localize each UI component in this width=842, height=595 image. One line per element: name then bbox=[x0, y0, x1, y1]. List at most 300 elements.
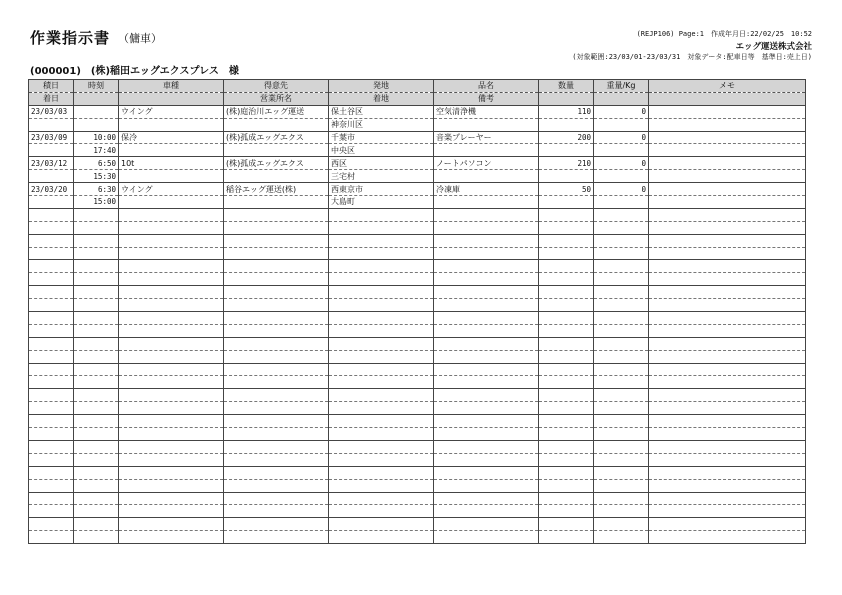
table-cell bbox=[434, 234, 539, 247]
table-cell bbox=[224, 505, 329, 518]
table-cell bbox=[539, 286, 594, 299]
table-cell bbox=[434, 208, 539, 221]
col-header: 備考 bbox=[434, 92, 539, 105]
col-header bbox=[74, 92, 119, 105]
table-cell bbox=[649, 479, 806, 492]
table-cell bbox=[434, 324, 539, 337]
table-cell bbox=[329, 299, 434, 312]
table-cell bbox=[434, 402, 539, 415]
table-cell bbox=[119, 479, 224, 492]
table-cell: 23/03/09 bbox=[29, 131, 74, 144]
table-cell bbox=[29, 312, 74, 325]
table-cell bbox=[74, 415, 119, 428]
table-cell bbox=[594, 312, 649, 325]
empty-row bbox=[29, 299, 806, 312]
header-row-1 bbox=[29, 80, 806, 93]
table-cell bbox=[119, 428, 224, 441]
table-cell bbox=[119, 492, 224, 505]
table-cell bbox=[119, 273, 224, 286]
table-cell: (株)孤成エッグエクス bbox=[224, 157, 329, 170]
table-cell bbox=[539, 428, 594, 441]
table-cell bbox=[434, 273, 539, 286]
empty-row bbox=[29, 376, 806, 389]
table-cell bbox=[539, 221, 594, 234]
table-cell bbox=[649, 105, 806, 118]
table-cell bbox=[434, 376, 539, 389]
table-cell bbox=[224, 144, 329, 157]
table-cell bbox=[329, 286, 434, 299]
table-cell bbox=[649, 118, 806, 131]
table-cell bbox=[649, 273, 806, 286]
table-cell bbox=[224, 312, 329, 325]
table-cell: 保土谷区 bbox=[329, 105, 434, 118]
table-cell bbox=[224, 415, 329, 428]
table-cell: 210 bbox=[539, 157, 594, 170]
table-cell bbox=[119, 531, 224, 544]
table-cell bbox=[224, 170, 329, 183]
table-cell bbox=[594, 402, 649, 415]
table-cell bbox=[329, 389, 434, 402]
table-cell bbox=[29, 479, 74, 492]
table-cell bbox=[434, 415, 539, 428]
table-cell bbox=[329, 221, 434, 234]
table-cell bbox=[434, 479, 539, 492]
table-cell bbox=[539, 518, 594, 531]
table-cell: 中央区 bbox=[329, 144, 434, 157]
col-header: 営業所名 bbox=[224, 92, 329, 105]
col-header: 着日 bbox=[29, 92, 74, 105]
col-header: 着地 bbox=[329, 92, 434, 105]
table-cell bbox=[649, 402, 806, 415]
table-cell bbox=[29, 260, 74, 273]
table-cell: 千葉市 bbox=[329, 131, 434, 144]
table-cell: 神奈川区 bbox=[329, 118, 434, 131]
empty-row bbox=[29, 428, 806, 441]
table-cell bbox=[74, 221, 119, 234]
table-cell bbox=[594, 531, 649, 544]
empty-row bbox=[29, 260, 806, 273]
table-cell bbox=[29, 466, 74, 479]
table-cell bbox=[74, 518, 119, 531]
table-cell bbox=[329, 337, 434, 350]
table-cell bbox=[74, 363, 119, 376]
table-cell bbox=[539, 144, 594, 157]
table-cell bbox=[649, 531, 806, 544]
table-cell bbox=[594, 363, 649, 376]
table-cell bbox=[539, 247, 594, 260]
col-header: 積日 bbox=[29, 80, 74, 93]
table-cell bbox=[539, 389, 594, 402]
table-cell: 西東京市 bbox=[329, 183, 434, 196]
table-cell bbox=[224, 286, 329, 299]
table-cell bbox=[329, 234, 434, 247]
col-header: 車種 bbox=[119, 80, 224, 93]
table-cell bbox=[649, 337, 806, 350]
record-row bbox=[29, 196, 806, 209]
table-cell bbox=[649, 312, 806, 325]
table-cell bbox=[594, 518, 649, 531]
table-cell bbox=[649, 183, 806, 196]
col-header: 重量/Kg bbox=[594, 80, 649, 93]
table-cell bbox=[539, 208, 594, 221]
table-cell bbox=[119, 337, 224, 350]
table-cell bbox=[74, 260, 119, 273]
document-title: 作業指示書 bbox=[30, 29, 111, 47]
table-cell: ウイング bbox=[119, 183, 224, 196]
table-cell bbox=[74, 428, 119, 441]
empty-row bbox=[29, 389, 806, 402]
table-cell bbox=[119, 350, 224, 363]
table-cell bbox=[649, 350, 806, 363]
table-cell bbox=[594, 144, 649, 157]
table-cell bbox=[329, 208, 434, 221]
table-cell bbox=[224, 324, 329, 337]
table-cell bbox=[119, 208, 224, 221]
table-cell bbox=[119, 234, 224, 247]
table-cell bbox=[119, 221, 224, 234]
table-cell bbox=[594, 260, 649, 273]
table-cell bbox=[224, 118, 329, 131]
table-cell bbox=[594, 337, 649, 350]
table-cell bbox=[649, 415, 806, 428]
table-cell bbox=[539, 118, 594, 131]
table-cell bbox=[434, 286, 539, 299]
record-row bbox=[29, 105, 806, 118]
table-cell bbox=[649, 466, 806, 479]
table-cell: 0 bbox=[594, 131, 649, 144]
table-cell bbox=[74, 286, 119, 299]
table-cell bbox=[224, 350, 329, 363]
table-cell bbox=[539, 350, 594, 363]
table-cell bbox=[434, 363, 539, 376]
table-cell bbox=[539, 505, 594, 518]
table-cell bbox=[29, 518, 74, 531]
table-cell bbox=[74, 337, 119, 350]
empty-row bbox=[29, 350, 806, 363]
table-cell bbox=[434, 196, 539, 209]
record-row bbox=[29, 170, 806, 183]
table-cell: 空気清浄機 bbox=[434, 105, 539, 118]
table-cell bbox=[74, 105, 119, 118]
table-cell bbox=[74, 479, 119, 492]
table-cell bbox=[649, 453, 806, 466]
header-row-2 bbox=[29, 92, 806, 105]
table-cell bbox=[329, 428, 434, 441]
table-cell bbox=[74, 440, 119, 453]
empty-row bbox=[29, 479, 806, 492]
table-cell bbox=[29, 415, 74, 428]
table-cell: 15:00 bbox=[74, 196, 119, 209]
table-cell: 0 bbox=[594, 157, 649, 170]
table-cell bbox=[119, 505, 224, 518]
table-cell bbox=[329, 350, 434, 363]
table-cell: 保冷 bbox=[119, 131, 224, 144]
table-cell bbox=[539, 440, 594, 453]
table-cell bbox=[594, 196, 649, 209]
table-cell bbox=[74, 299, 119, 312]
table-cell bbox=[594, 324, 649, 337]
table-cell bbox=[594, 389, 649, 402]
table-cell bbox=[649, 144, 806, 157]
col-header bbox=[594, 92, 649, 105]
table-cell: 110 bbox=[539, 105, 594, 118]
empty-row bbox=[29, 453, 806, 466]
table-cell bbox=[224, 376, 329, 389]
table-cell bbox=[649, 428, 806, 441]
table-cell bbox=[74, 324, 119, 337]
range-info: (対象範囲:23/03/01-23/03/31 対象データ:配車日等 基準日:売上日) bbox=[572, 53, 812, 61]
table-cell bbox=[434, 505, 539, 518]
table-cell bbox=[434, 389, 539, 402]
table-cell bbox=[594, 208, 649, 221]
table-cell bbox=[224, 221, 329, 234]
table-cell bbox=[539, 299, 594, 312]
empty-row bbox=[29, 415, 806, 428]
table-cell bbox=[329, 247, 434, 260]
table-cell bbox=[649, 286, 806, 299]
table-cell: 50 bbox=[539, 183, 594, 196]
table-cell bbox=[649, 299, 806, 312]
table-cell bbox=[119, 286, 224, 299]
report-meta: (REJP106) Page:1 作成年月日:22/02/25 10:52 bbox=[636, 30, 812, 38]
table-cell bbox=[29, 389, 74, 402]
table-cell: 23/03/20 bbox=[29, 183, 74, 196]
table-cell bbox=[329, 312, 434, 325]
table-cell bbox=[649, 170, 806, 183]
table-cell: (株)孤成エッグエクス bbox=[224, 131, 329, 144]
table-cell bbox=[329, 531, 434, 544]
table-cell bbox=[224, 440, 329, 453]
table-cell bbox=[29, 234, 74, 247]
table-cell bbox=[119, 196, 224, 209]
table-cell bbox=[29, 208, 74, 221]
record-row bbox=[29, 157, 806, 170]
table-cell bbox=[434, 428, 539, 441]
empty-row bbox=[29, 466, 806, 479]
table-cell bbox=[594, 350, 649, 363]
table-cell: 6:30 bbox=[74, 183, 119, 196]
table-cell bbox=[119, 376, 224, 389]
table-cell bbox=[119, 518, 224, 531]
record-row bbox=[29, 144, 806, 157]
table-cell bbox=[649, 131, 806, 144]
table-cell bbox=[74, 531, 119, 544]
table-cell bbox=[649, 260, 806, 273]
table-cell: (株)庭治川エッグ運送 bbox=[224, 105, 329, 118]
table-cell bbox=[594, 273, 649, 286]
table-cell bbox=[74, 492, 119, 505]
table-cell bbox=[539, 376, 594, 389]
table-cell bbox=[224, 299, 329, 312]
empty-row bbox=[29, 518, 806, 531]
empty-row bbox=[29, 440, 806, 453]
table-cell bbox=[434, 466, 539, 479]
table-cell: 10:00 bbox=[74, 131, 119, 144]
table-cell: ウイング bbox=[119, 105, 224, 118]
empty-row bbox=[29, 273, 806, 286]
table-cell bbox=[74, 466, 119, 479]
record-row bbox=[29, 118, 806, 131]
table-cell bbox=[594, 299, 649, 312]
table-cell bbox=[539, 234, 594, 247]
table-cell bbox=[594, 466, 649, 479]
table-cell bbox=[224, 363, 329, 376]
empty-row bbox=[29, 234, 806, 247]
table-cell bbox=[539, 531, 594, 544]
table-cell bbox=[74, 389, 119, 402]
table-cell bbox=[329, 260, 434, 273]
table-cell bbox=[74, 350, 119, 363]
table-cell bbox=[434, 440, 539, 453]
table-cell bbox=[649, 440, 806, 453]
table-cell: 稲谷エッグ運送(株) bbox=[224, 183, 329, 196]
table-cell bbox=[29, 428, 74, 441]
table-cell bbox=[119, 440, 224, 453]
table-cell bbox=[649, 196, 806, 209]
table-cell bbox=[594, 118, 649, 131]
table-cell bbox=[119, 389, 224, 402]
table-cell bbox=[539, 273, 594, 286]
table-cell: 23/03/03 bbox=[29, 105, 74, 118]
table-cell bbox=[594, 286, 649, 299]
table-cell bbox=[74, 312, 119, 325]
table-cell bbox=[649, 518, 806, 531]
col-header: 得意先 bbox=[224, 80, 329, 93]
table-cell bbox=[594, 247, 649, 260]
table-cell bbox=[649, 363, 806, 376]
empty-row bbox=[29, 208, 806, 221]
empty-row bbox=[29, 531, 806, 544]
table-cell bbox=[119, 118, 224, 131]
table-cell bbox=[594, 453, 649, 466]
table-cell bbox=[434, 312, 539, 325]
col-header: 数量 bbox=[539, 80, 594, 93]
table-cell bbox=[74, 273, 119, 286]
table-cell bbox=[29, 247, 74, 260]
table-cell bbox=[539, 402, 594, 415]
customer-name: (000001) (株)稲田エッグエクスプレス 様 bbox=[30, 66, 239, 77]
table-cell bbox=[119, 299, 224, 312]
document-subtitle: （傭車） bbox=[118, 32, 162, 45]
table-cell bbox=[119, 466, 224, 479]
table-cell bbox=[649, 157, 806, 170]
table-cell bbox=[594, 492, 649, 505]
table-cell bbox=[434, 260, 539, 273]
table-cell bbox=[119, 260, 224, 273]
table-cell bbox=[594, 428, 649, 441]
table-cell bbox=[29, 286, 74, 299]
table-cell bbox=[649, 492, 806, 505]
table-cell bbox=[539, 260, 594, 273]
table-cell bbox=[329, 440, 434, 453]
table-cell bbox=[329, 518, 434, 531]
table-cell bbox=[434, 221, 539, 234]
table-cell bbox=[539, 492, 594, 505]
table-cell: 0 bbox=[594, 183, 649, 196]
table-cell: 17:40 bbox=[74, 144, 119, 157]
table-cell bbox=[329, 363, 434, 376]
table-cell bbox=[29, 273, 74, 286]
table-cell bbox=[539, 453, 594, 466]
table-cell bbox=[74, 234, 119, 247]
table-cell bbox=[434, 492, 539, 505]
table-cell bbox=[329, 324, 434, 337]
table-cell bbox=[594, 415, 649, 428]
table-cell bbox=[329, 505, 434, 518]
table-cell bbox=[119, 363, 224, 376]
table-cell: 音楽プレーヤー bbox=[434, 131, 539, 144]
table-body bbox=[29, 105, 806, 543]
empty-row bbox=[29, 402, 806, 415]
table-cell bbox=[119, 453, 224, 466]
table-cell: 大島町 bbox=[329, 196, 434, 209]
table-cell bbox=[224, 428, 329, 441]
table-cell: ノートパソコン bbox=[434, 157, 539, 170]
empty-row bbox=[29, 363, 806, 376]
table-cell bbox=[29, 363, 74, 376]
table-cell bbox=[539, 479, 594, 492]
col-header: 品名 bbox=[434, 80, 539, 93]
table-cell bbox=[434, 170, 539, 183]
table-cell bbox=[74, 208, 119, 221]
table-cell bbox=[434, 453, 539, 466]
table-cell bbox=[329, 453, 434, 466]
table-cell bbox=[539, 312, 594, 325]
table-cell bbox=[119, 324, 224, 337]
table-cell bbox=[224, 466, 329, 479]
table-cell bbox=[434, 144, 539, 157]
table-cell bbox=[224, 208, 329, 221]
table-cell bbox=[224, 518, 329, 531]
empty-row bbox=[29, 492, 806, 505]
table-cell bbox=[649, 208, 806, 221]
table-cell bbox=[594, 440, 649, 453]
table-cell: 6:50 bbox=[74, 157, 119, 170]
table-cell bbox=[649, 389, 806, 402]
table-cell bbox=[74, 453, 119, 466]
col-header: メモ bbox=[649, 80, 806, 93]
table-cell bbox=[224, 453, 329, 466]
table-cell: 23/03/12 bbox=[29, 157, 74, 170]
table-cell bbox=[594, 234, 649, 247]
company-name: エッグ運送株式会社 bbox=[735, 42, 812, 52]
table-cell bbox=[329, 479, 434, 492]
table-cell: 西区 bbox=[329, 157, 434, 170]
table-cell bbox=[539, 337, 594, 350]
table-cell bbox=[29, 505, 74, 518]
table-cell bbox=[224, 479, 329, 492]
table-cell: 10t bbox=[119, 157, 224, 170]
table-cell bbox=[434, 337, 539, 350]
table-cell bbox=[29, 531, 74, 544]
table-cell bbox=[224, 402, 329, 415]
col-header: 発地 bbox=[329, 80, 434, 93]
table-cell bbox=[29, 196, 74, 209]
table-cell bbox=[29, 453, 74, 466]
table-cell bbox=[594, 376, 649, 389]
table-cell bbox=[434, 531, 539, 544]
table-cell bbox=[74, 505, 119, 518]
table-cell bbox=[594, 505, 649, 518]
table-cell: 冷凍庫 bbox=[434, 183, 539, 196]
table-cell bbox=[119, 247, 224, 260]
table-cell bbox=[224, 247, 329, 260]
table-cell bbox=[224, 337, 329, 350]
table-cell bbox=[29, 492, 74, 505]
table-cell bbox=[29, 324, 74, 337]
table-cell bbox=[29, 440, 74, 453]
table-cell bbox=[119, 144, 224, 157]
